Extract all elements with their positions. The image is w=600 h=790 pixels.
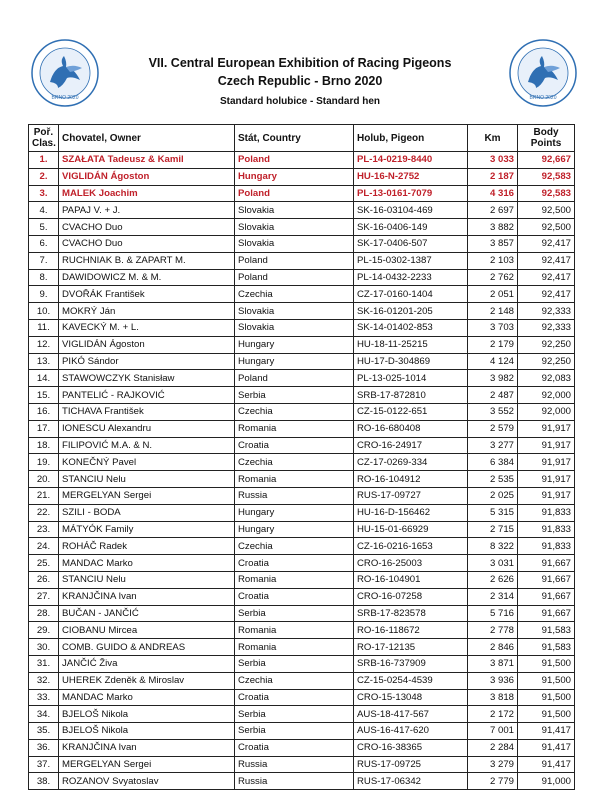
table-row [29, 152, 575, 169]
points-cell: 91,917 [518, 437, 575, 454]
pigeon-cell: CZ-15-0122-651 [354, 403, 468, 420]
rank-cell: 25. [29, 555, 59, 572]
owner-cell: BUČAN - JANČIĆ [59, 605, 235, 622]
km-cell: 2 626 [468, 571, 518, 588]
country-cell: Slovakia [235, 235, 354, 252]
table-row [29, 655, 575, 672]
owner-cell: VIGLIDÁN Ágoston [59, 168, 235, 185]
points-cell: 92,500 [518, 219, 575, 236]
owner-cell: STANCIU Nelu [59, 471, 235, 488]
owner-cell: MÁTYÓK Family [59, 521, 235, 538]
points-cell: 91,833 [518, 538, 575, 555]
rank-cell: 18. [29, 437, 59, 454]
country-cell: Serbia [235, 655, 354, 672]
km-cell: 3 982 [468, 370, 518, 387]
page-header [0, 0, 600, 122]
owner-cell: DVOŘÁK František [59, 286, 235, 303]
table-row [29, 269, 575, 286]
pigeon-cell: HU-18-11-25215 [354, 336, 468, 353]
rank-cell: 12. [29, 336, 59, 353]
pigeon-cell: RUS-17-09727 [354, 487, 468, 504]
country-cell: Croatia [235, 739, 354, 756]
table-row [29, 521, 575, 538]
pigeon-cell: RO-16-104912 [354, 471, 468, 488]
points-cell: 92,417 [518, 235, 575, 252]
points-cell: 92,417 [518, 269, 575, 286]
owner-cell: COMB. GUIDO & ANDREAS [59, 639, 235, 656]
owner-cell: DAWIDOWICZ M. & M. [59, 269, 235, 286]
owner-cell: MOKRÝ Ján [59, 303, 235, 320]
table-row [29, 739, 575, 756]
table-row [29, 672, 575, 689]
rank-cell: 9. [29, 286, 59, 303]
header-km: Km [468, 125, 518, 152]
table-row [29, 353, 575, 370]
pigeon-cell: PL-15-0302-1387 [354, 252, 468, 269]
pigeon-cell: PL-13-0161-7079 [354, 185, 468, 202]
points-cell: 91,583 [518, 639, 575, 656]
owner-cell: STANCIU Nelu [59, 571, 235, 588]
country-cell: Hungary [235, 521, 354, 538]
country-cell: Poland [235, 269, 354, 286]
table-row [29, 605, 575, 622]
table-row [29, 588, 575, 605]
owner-cell: KONEČNÝ Pavel [59, 454, 235, 471]
km-cell: 2 172 [468, 706, 518, 723]
country-cell: Serbia [235, 723, 354, 740]
pigeon-cell: CRO-16-25003 [354, 555, 468, 572]
header-owner: Chovatel, Owner [59, 125, 235, 152]
km-cell: 2 579 [468, 420, 518, 437]
pigeon-cell: HU-16-D-156462 [354, 504, 468, 521]
rank-cell: 11. [29, 319, 59, 336]
pigeon-cell: SK-16-0406-149 [354, 219, 468, 236]
country-cell: Hungary [235, 336, 354, 353]
exhibition-title: VII. Central European Exhibition of Racing Pigeons [148, 56, 452, 70]
km-cell: 3 277 [468, 437, 518, 454]
pigeon-cell: CZ-17-0160-1404 [354, 286, 468, 303]
table-row [29, 319, 575, 336]
points-cell: 91,917 [518, 471, 575, 488]
table-row [29, 370, 575, 387]
rank-cell: 22. [29, 504, 59, 521]
rank-cell: 27. [29, 588, 59, 605]
owner-cell: IONESCU Alexandru [59, 420, 235, 437]
km-cell: 7 001 [468, 723, 518, 740]
points-cell: 91,833 [518, 521, 575, 538]
points-cell: 92,417 [518, 286, 575, 303]
owner-cell: SZILI - BODA [59, 504, 235, 521]
rank-cell: 2. [29, 168, 59, 185]
points-cell: 92,000 [518, 387, 575, 404]
country-cell: Croatia [235, 689, 354, 706]
owner-cell: KRANJČINA Ivan [59, 739, 235, 756]
svg-text:BRNO 2020: BRNO 2020 [529, 95, 557, 101]
owner-cell: UHEREK Zdeněk & Miroslav [59, 672, 235, 689]
owner-cell: STAWOWCZYK Stanisław [59, 370, 235, 387]
km-cell: 3 703 [468, 319, 518, 336]
pigeon-cell: HU-17-D-304869 [354, 353, 468, 370]
exhibition-logo-right [508, 38, 578, 108]
owner-cell: KRANJČINA Ivan [59, 588, 235, 605]
table-row [29, 185, 575, 202]
table-row [29, 235, 575, 252]
km-cell: 5 315 [468, 504, 518, 521]
country-cell: Poland [235, 152, 354, 169]
km-cell: 3 031 [468, 555, 518, 572]
owner-cell: SZAŁATA Tadeusz & Kamil [59, 152, 235, 169]
km-cell: 2 103 [468, 252, 518, 269]
rank-cell: 29. [29, 622, 59, 639]
table-row [29, 773, 575, 790]
km-cell: 2 778 [468, 622, 518, 639]
km-cell: 3 936 [468, 672, 518, 689]
header-points: Body Points [518, 125, 575, 152]
points-cell: 92,250 [518, 336, 575, 353]
table-row [29, 286, 575, 303]
rank-cell: 5. [29, 219, 59, 236]
km-cell: 2 179 [468, 336, 518, 353]
table-row [29, 336, 575, 353]
points-cell: 91,583 [518, 622, 575, 639]
km-cell: 3 857 [468, 235, 518, 252]
table-row [29, 202, 575, 219]
rank-cell: 13. [29, 353, 59, 370]
rank-cell: 7. [29, 252, 59, 269]
km-cell: 2 779 [468, 773, 518, 790]
rank-cell: 26. [29, 571, 59, 588]
table-row [29, 403, 575, 420]
points-cell: 91,667 [518, 555, 575, 572]
country-cell: Hungary [235, 168, 354, 185]
country-cell: Slovakia [235, 303, 354, 320]
km-cell: 2 284 [468, 739, 518, 756]
km-cell: 3 033 [468, 152, 518, 169]
table-row [29, 437, 575, 454]
pigeon-cell: CRO-16-38365 [354, 739, 468, 756]
owner-cell: MANDAC Marko [59, 689, 235, 706]
pigeon-cell: RUS-17-06342 [354, 773, 468, 790]
country-cell: Serbia [235, 706, 354, 723]
country-cell: Poland [235, 370, 354, 387]
km-cell: 2 846 [468, 639, 518, 656]
owner-cell: MERGELYAN Sergei [59, 756, 235, 773]
table-row [29, 454, 575, 471]
results-table [28, 124, 575, 790]
points-cell: 91,667 [518, 571, 575, 588]
owner-cell: PIKÓ Sándor [59, 353, 235, 370]
rank-cell: 15. [29, 387, 59, 404]
km-cell: 3 818 [468, 689, 518, 706]
rank-cell: 6. [29, 235, 59, 252]
owner-cell: MERGELYAN Sergei [59, 487, 235, 504]
category-subtitle: Standard holubice - Standard hen [219, 96, 380, 107]
rank-cell: 30. [29, 639, 59, 656]
owner-cell: KAVECKÝ M. + L. [59, 319, 235, 336]
country-cell: Hungary [235, 353, 354, 370]
owner-cell: MANDAC Marko [59, 555, 235, 572]
pigeon-cell: HU-15-01-66929 [354, 521, 468, 538]
country-cell: Serbia [235, 387, 354, 404]
table-row [29, 471, 575, 488]
owner-cell: CIOBANU Mircea [59, 622, 235, 639]
km-cell: 2 487 [468, 387, 518, 404]
points-cell: 92,250 [518, 353, 575, 370]
points-cell: 91,417 [518, 739, 575, 756]
header-rank: Poř. Clas. [29, 125, 59, 152]
points-cell: 91,667 [518, 588, 575, 605]
country-cell: Poland [235, 252, 354, 269]
pigeon-cell: SRB-16-737909 [354, 655, 468, 672]
pigeon-cell: SK-16-01201-205 [354, 303, 468, 320]
country-cell: Slovakia [235, 319, 354, 336]
points-cell: 91,917 [518, 454, 575, 471]
table-row [29, 538, 575, 555]
pigeon-cell: CZ-16-0216-1653 [354, 538, 468, 555]
country-cell: Poland [235, 185, 354, 202]
pigeon-cell: CRO-16-07258 [354, 588, 468, 605]
rank-cell: 3. [29, 185, 59, 202]
points-cell: 91,917 [518, 420, 575, 437]
points-cell: 91,917 [518, 487, 575, 504]
km-cell: 2 187 [468, 168, 518, 185]
km-cell: 3 552 [468, 403, 518, 420]
points-cell: 91,417 [518, 723, 575, 740]
table-row [29, 555, 575, 572]
table-row [29, 252, 575, 269]
table-row [29, 420, 575, 437]
table-row [29, 639, 575, 656]
country-cell: Romania [235, 622, 354, 639]
table-row [29, 571, 575, 588]
rank-cell: 10. [29, 303, 59, 320]
points-cell: 91,500 [518, 689, 575, 706]
rank-cell: 14. [29, 370, 59, 387]
points-cell: 92,667 [518, 152, 575, 169]
km-cell: 2 025 [468, 487, 518, 504]
country-cell: Romania [235, 639, 354, 656]
country-cell: Czechia [235, 672, 354, 689]
table-row [29, 487, 575, 504]
rank-cell: 4. [29, 202, 59, 219]
rank-cell: 32. [29, 672, 59, 689]
km-cell: 8 322 [468, 538, 518, 555]
points-cell: 92,333 [518, 303, 575, 320]
country-cell: Russia [235, 487, 354, 504]
owner-cell: JANČIĆ Živa [59, 655, 235, 672]
rank-cell: 36. [29, 739, 59, 756]
pigeon-cell: PL-13-025-1014 [354, 370, 468, 387]
rank-cell: 38. [29, 773, 59, 790]
owner-cell: CVACHO Duo [59, 235, 235, 252]
table-row [29, 706, 575, 723]
country-cell: Slovakia [235, 202, 354, 219]
owner-cell: BJELOŠ Nikola [59, 706, 235, 723]
pigeon-cell: RO-16-118672 [354, 622, 468, 639]
table-row [29, 504, 575, 521]
points-cell: 92,000 [518, 403, 575, 420]
pigeon-cell: RUS-17-09725 [354, 756, 468, 773]
km-cell: 3 882 [468, 219, 518, 236]
km-cell: 4 124 [468, 353, 518, 370]
rank-cell: 17. [29, 420, 59, 437]
owner-cell: RUCHNIAK B. & ZAPART M. [59, 252, 235, 269]
points-cell: 91,500 [518, 655, 575, 672]
km-cell: 5 716 [468, 605, 518, 622]
points-cell: 91,500 [518, 672, 575, 689]
rank-cell: 24. [29, 538, 59, 555]
country-cell: Czechia [235, 286, 354, 303]
table-row [29, 168, 575, 185]
rank-cell: 19. [29, 454, 59, 471]
pigeon-cell: SK-14-01402-853 [354, 319, 468, 336]
km-cell: 2 697 [468, 202, 518, 219]
country-cell: Romania [235, 571, 354, 588]
pigeon-cell: SK-16-03104-469 [354, 202, 468, 219]
pigeon-cell: CZ-15-0254-4539 [354, 672, 468, 689]
country-cell: Russia [235, 756, 354, 773]
points-cell: 92,417 [518, 252, 575, 269]
km-cell: 3 279 [468, 756, 518, 773]
owner-cell: VIGLIDÁN Ágoston [59, 336, 235, 353]
country-cell: Romania [235, 420, 354, 437]
km-cell: 2 148 [468, 303, 518, 320]
points-cell: 91,417 [518, 756, 575, 773]
rank-cell: 34. [29, 706, 59, 723]
pigeon-cell: RO-16-104901 [354, 571, 468, 588]
km-cell: 2 762 [468, 269, 518, 286]
km-cell: 2 715 [468, 521, 518, 538]
rank-cell: 16. [29, 403, 59, 420]
points-cell: 91,000 [518, 773, 575, 790]
country-cell: Hungary [235, 504, 354, 521]
pigeon-cell: CRO-16-24917 [354, 437, 468, 454]
table-row [29, 756, 575, 773]
km-cell: 2 535 [468, 471, 518, 488]
pigeon-cell: SK-17-0406-507 [354, 235, 468, 252]
rank-cell: 20. [29, 471, 59, 488]
country-cell: Croatia [235, 437, 354, 454]
owner-cell: ROZANOV Svyatoslav [59, 773, 235, 790]
pigeon-cell: PL-14-0432-2233 [354, 269, 468, 286]
points-cell: 92,500 [518, 202, 575, 219]
country-cell: Russia [235, 773, 354, 790]
country-cell: Czechia [235, 538, 354, 555]
country-cell: Czechia [235, 454, 354, 471]
rank-cell: 23. [29, 521, 59, 538]
owner-cell: BJELOŠ Nikola [59, 723, 235, 740]
table-row [29, 689, 575, 706]
rank-cell: 8. [29, 269, 59, 286]
pigeon-cell: CZ-17-0269-334 [354, 454, 468, 471]
owner-cell: CVACHO Duo [59, 219, 235, 236]
header-pigeon: Holub, Pigeon [354, 125, 468, 152]
pigeon-cell: RO-16-680408 [354, 420, 468, 437]
owner-cell: ROHÁČ Radek [59, 538, 235, 555]
pigeon-cell: SRB-17-872810 [354, 387, 468, 404]
country-cell: Serbia [235, 605, 354, 622]
country-cell: Czechia [235, 403, 354, 420]
pigeon-cell: PL-14-0219-8440 [354, 152, 468, 169]
points-cell: 91,667 [518, 605, 575, 622]
km-cell: 2 314 [468, 588, 518, 605]
table-row [29, 622, 575, 639]
table-row [29, 387, 575, 404]
pigeon-cell: SRB-17-823578 [354, 605, 468, 622]
rank-cell: 33. [29, 689, 59, 706]
pigeon-cell: AUS-18-417-567 [354, 706, 468, 723]
exhibition-location: Czech Republic - Brno 2020 [217, 74, 383, 88]
owner-cell: PAPAJ V. + J. [59, 202, 235, 219]
country-cell: Romania [235, 471, 354, 488]
table-row [29, 219, 575, 236]
header-country: Stát, Country [235, 125, 354, 152]
country-cell: Croatia [235, 588, 354, 605]
owner-cell: PANTELIĆ - RAJKOVIĆ [59, 387, 235, 404]
km-cell: 2 051 [468, 286, 518, 303]
table-header-row [29, 125, 575, 152]
km-cell: 4 316 [468, 185, 518, 202]
points-cell: 92,333 [518, 319, 575, 336]
rank-cell: 35. [29, 723, 59, 740]
rank-cell: 37. [29, 756, 59, 773]
pigeon-cell: AUS-16-417-620 [354, 723, 468, 740]
points-cell: 92,583 [518, 185, 575, 202]
points-cell: 91,500 [518, 706, 575, 723]
points-cell: 92,583 [518, 168, 575, 185]
svg-text:BRNO 2020: BRNO 2020 [51, 95, 79, 101]
country-cell: Croatia [235, 555, 354, 572]
points-cell: 92,083 [518, 370, 575, 387]
owner-cell: TICHAVA František [59, 403, 235, 420]
rank-cell: 21. [29, 487, 59, 504]
exhibition-logo-left [30, 38, 100, 108]
table-row [29, 303, 575, 320]
country-cell: Slovakia [235, 219, 354, 236]
rank-cell: 1. [29, 152, 59, 169]
rank-cell: 28. [29, 605, 59, 622]
rank-cell: 31. [29, 655, 59, 672]
km-cell: 6 384 [468, 454, 518, 471]
pigeon-cell: RO-17-12135 [354, 639, 468, 656]
points-cell: 91,833 [518, 504, 575, 521]
pigeon-cell: HU-16-N-2752 [354, 168, 468, 185]
table-row [29, 723, 575, 740]
km-cell: 3 871 [468, 655, 518, 672]
owner-cell: FILIPOVIĆ M.A. & N. [59, 437, 235, 454]
pigeon-cell: CRO-15-13048 [354, 689, 468, 706]
owner-cell: MALEK Joachim [59, 185, 235, 202]
